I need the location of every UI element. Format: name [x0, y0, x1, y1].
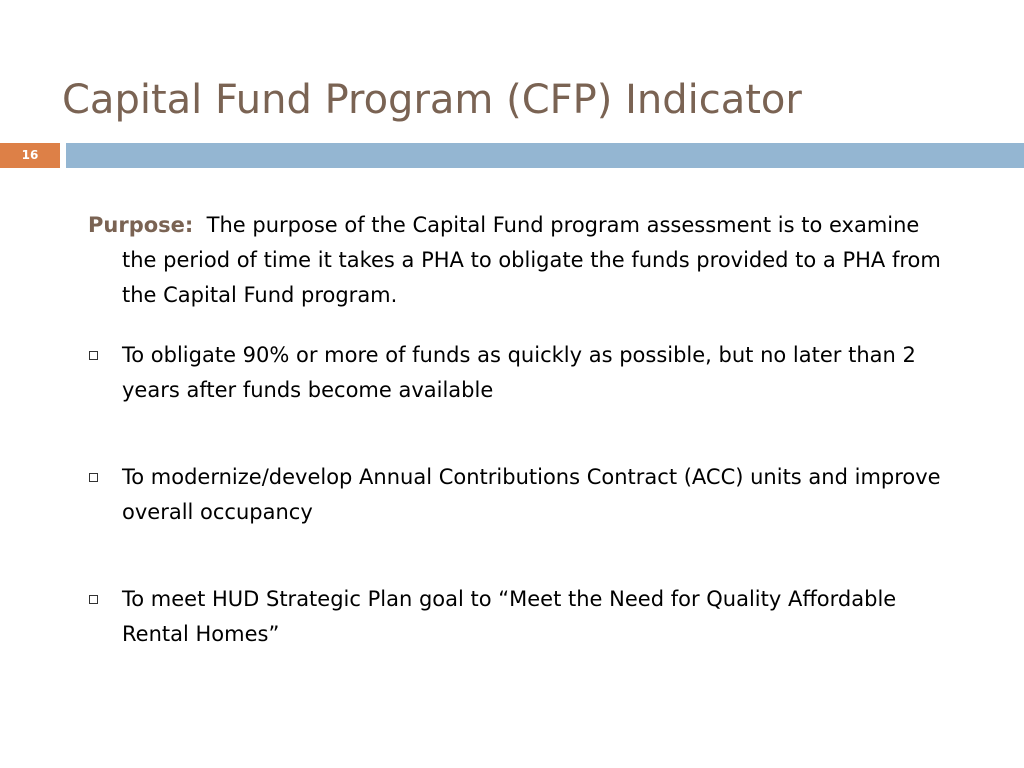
bullet-item [88, 338, 948, 408]
purpose-paragraph [88, 208, 948, 313]
slide-title: Capital Fund Program (CFP) Indicator [62, 77, 802, 123]
bullet-item [88, 582, 948, 652]
purpose-label: Purpose: [88, 213, 194, 237]
slide-number-badge: 16 [0, 143, 60, 168]
title-rule-bar [66, 143, 1024, 168]
bullet-text: To modernize/develop Annual Contributions Contract (ACC) units and improve overall occupancy [122, 465, 941, 524]
bullet-text: To obligate 90% or more of funds as quickly as possible, but no later than 2 years after funds become available [122, 343, 916, 402]
square-bullet-icon [89, 473, 98, 482]
bullet-item [88, 460, 948, 530]
purpose-text: The purpose of the Capital Fund program assessment is to examine the period of time it takes a PHA to obligate the funds provided to a PHA from the Capital Fund program. [122, 213, 941, 307]
square-bullet-icon [89, 595, 98, 604]
square-bullet-icon [89, 351, 98, 360]
slide-body [88, 208, 948, 704]
bullet-text: To meet HUD Strategic Plan goal to “Meet the Need for Quality Affordable Rental Homes” [122, 587, 897, 646]
